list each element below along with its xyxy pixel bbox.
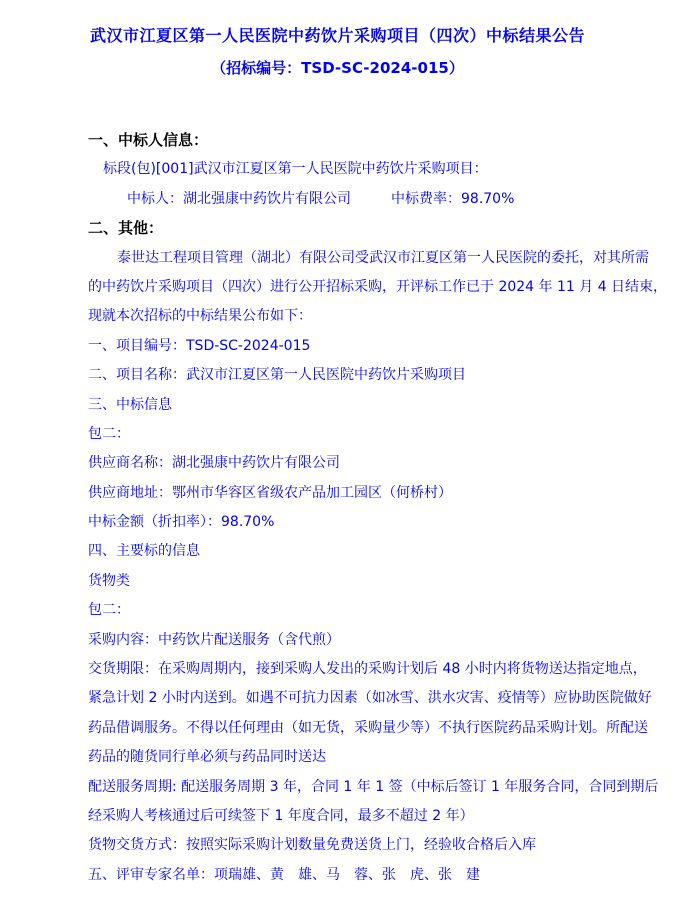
experts-line: 五、评审专家名单：项瑞雄、黄 雄、马 蓉、张 虎、张 建	[88, 866, 480, 883]
delivery-deadline-line-3: 药品借调服务。不得以任何理由（如无货，采购量少等）不执行医院药品采购计划。所配送	[88, 719, 648, 736]
document-body	[88, 126, 668, 890]
supplier-name-line: 供应商名称：湖北强康中药饮片有限公司	[88, 455, 340, 472]
intro-line-3: 现就本次招标的中标结果公布如下：	[88, 308, 312, 325]
project-name-line: 二、项目名称：武汉市江夏区第一人民医院中药饮片采购项目	[88, 367, 466, 384]
package-line: 包二：	[88, 425, 130, 442]
doc-title: 武汉市江夏区第一人民医院中药饮片采购项目（四次）中标结果公告	[89, 26, 585, 45]
package-line-2: 包二：	[88, 602, 130, 619]
intro-line-1: 泰世达工程项目管理（湖北）有限公司受武汉市江夏区第一人民医院的委托，对其所需	[117, 249, 649, 266]
goods-category-line: 货物类	[88, 572, 130, 589]
intro-line-2: 的中药饮片采购项目（四次）进行公开招标采购，开评标工作已于 2024 年 11 月 4 日结束，	[88, 278, 668, 295]
service-cycle-line-1: 配送服务周期: 配送服务周期 3 年，合同 1 年 1 签（中标后签订 1 年服务合同，合同到期后	[88, 778, 659, 795]
award-rate-line: 中标金额（折扣率）：98.70%	[88, 514, 275, 531]
delivery-method-line: 货物交货方式：按照实际采购计划数量免费送货上门，经验收合格后入库	[88, 837, 536, 854]
service-cycle-line-2: 经采购人考核通过后可续签下 1 年度合同，最多不超过 2 年）	[88, 807, 474, 824]
winner-name: 中标人：湖北强康中药饮片有限公司	[127, 190, 351, 207]
other-section-heading: 二、其他：	[88, 219, 164, 238]
procurement-content-line: 采购内容：中药饮片配送服务（含代煎）	[88, 631, 340, 648]
delivery-deadline-line-4: 药品的随货同行单必须与药品同时送达	[88, 749, 326, 766]
lot-line: 标段(包)[001]武汉市江夏区第一人民医院中药饮片采购项目：	[103, 161, 488, 178]
supplier-address-line: 供应商地址：鄂州市华容区省级农产品加工园区（何桥村）	[88, 484, 452, 501]
award-info-heading-line: 三、中标信息	[88, 396, 172, 413]
doc-subtitle: （招标编号：TSD-SC-2024-015）	[211, 59, 464, 77]
delivery-deadline-line-2: 紧急计划 2 小时内送到。如遇不可抗力因素（如冰雪、洪水灾害、疫情等）应协助医院做好	[88, 690, 652, 707]
project-number-line: 一、项目编号：TSD-SC-2024-015	[88, 337, 311, 354]
winner-rate: 中标费率：98.70%	[391, 190, 515, 207]
winner-line	[88, 185, 628, 214]
delivery-deadline-line-1: 交货期限：在采购周期内，接到采购人发出的采购计划后 48 小时内将货物送达指定地点，	[88, 661, 647, 678]
main-subject-heading-line: 四、主要标的信息	[88, 543, 200, 560]
winner-section-heading: 一、中标人信息：	[88, 131, 209, 149]
